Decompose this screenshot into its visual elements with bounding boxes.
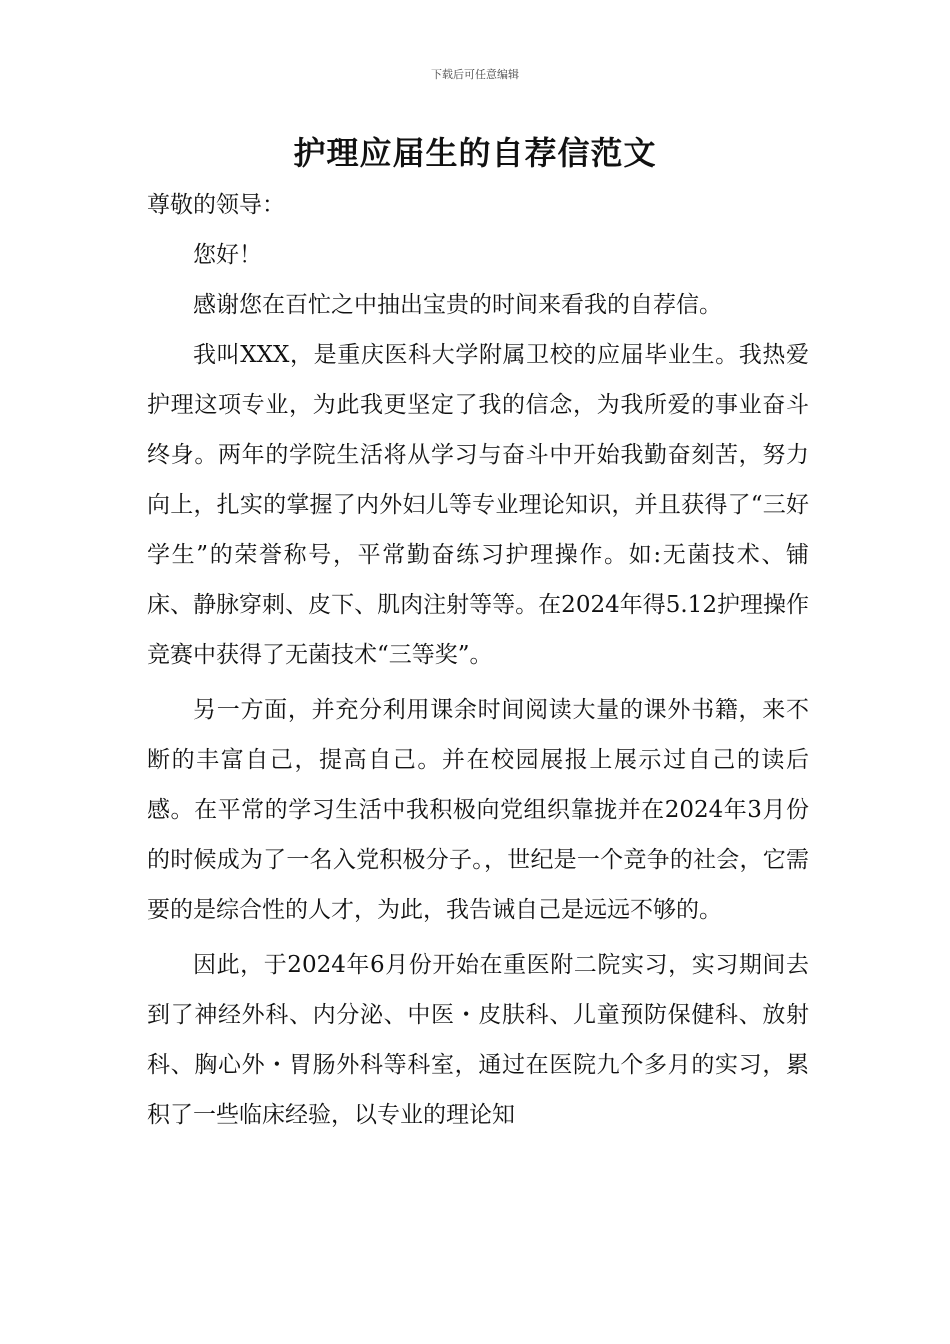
salutation: 尊敬的领导： [147,192,285,218]
paragraph-greeting: 您好！ [193,242,262,268]
paragraph-internship: 因此，于2024年6月份开始在重医附二院实习，实习期间去到了神经外科、内分泌、中医・皮肤科、儿童预防保健科、放射科、胸心外・胃肠外科等科室，通过在医院九个多月的实习，累积了一些临床经验，以专业的理论知 [147,952,809,1128]
paragraph-introduction: 我叫XXX，是重庆医科大学附属卫校的应届毕业生。我热爱护理这项专业，为此我更坚定了我的信念，为我所爱的事业奋斗终身。两年的学院生活将从学习与奋斗中开始我勤奋刻苦，努力向上，扎实的掌握了内外妇儿等专业理论知识，并且获得了“三好学生”的荣誉称号，平常勤奋练习护理操作。如:无菌技术、铺床、静脉穿刺、皮下、肌肉注射等等。在2024年得5.12护理操作竞赛中获得了无菌技术“三等奖”。 [147,342,809,668]
paragraph-thanks: 感谢您在百忙之中抽出宝贵的时间来看我的自荐信。 [193,292,722,318]
document-title: 护理应届生的自荐信范文 [293,134,657,172]
paragraph-self-improvement: 另一方面，并充分利用课余时间阅读大量的课外书籍，来不断的丰富自己，提高自己。并在校园展报上展示过自己的读后感。在平常的学习生活中我积极向党组织靠拢并在2024年3月份的时候成为了一名入党积极分子。，世纪是一个竞争的社会，它需要的是综合性的人才，为此，我告诫自己是远远不够的。 [147,697,809,923]
letter-body [147,180,809,1140]
header-note: 下载后可任意编辑 [431,68,519,81]
